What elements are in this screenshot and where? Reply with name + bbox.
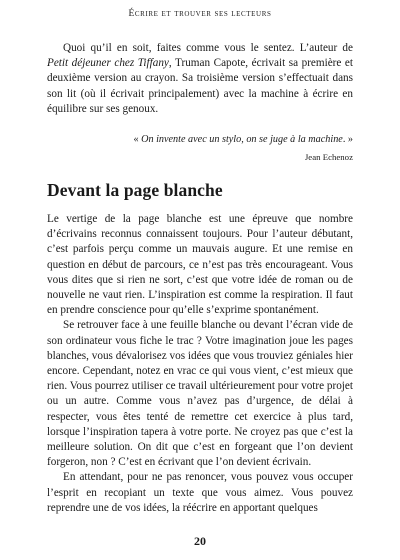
quote-body: On invente avec un stylo, on se juge à la machine — [141, 134, 343, 145]
intro-text — [47, 41, 353, 117]
running-head: Écrire et trouver ses lecteurs — [128, 9, 272, 19]
page-number: 20 — [194, 534, 206, 548]
quote-text — [47, 133, 353, 147]
intro-text-start: Quoi qu’il en soit, faites comme vous le sentez. L’auteur de — [63, 42, 353, 54]
body-paragraph-3: En attendant, pour ne pas renoncer, vous pouvez vous occuper l’esprit en recopiant un texte que vous aimez. Vous pouvez reprendre une de vos idées, la réécrire en apportant quelques — [47, 471, 353, 514]
book-title: Petit déjeuner chez Tiffany — [47, 57, 169, 70]
body-paragraph-1: Le vertige de la page blanche est une épreuve que nombre d’écrivains reconnus connaissent toujours. Pour l’auteur débutant, c’est parfois perçu comme un mauvais augure. Et une remise en question en début de parcours, ce n’est pas très encourageant. Vous vous dites que si rien ne sort, c’est que votre idée de roman ou de nouvelle ne vaut rien. L’inspiration est comme la respiration. Il faut en prendre conscience pour qu’elle s’exprime spontanément. — [47, 213, 353, 317]
quote-open: « — [133, 134, 142, 145]
section-heading: Devant la page blanche — [47, 180, 223, 200]
section-body — [47, 212, 353, 516]
quote-close: . » — [342, 134, 353, 145]
body-paragraph-2: Se retrouver face à une feuille blanche ou devant l’écran vide de son ordinateur vous fiche le trac ? Votre imagination joue les pages blanches, vous dévalorisez vos idées que vous trouviez géniales hier encore. Cependant, notez en vrac ce qui vous vient, c’est mieux que rien. Vous pourrez utiliser ce travail ultérieurement pour votre projet ou un autre. Comme vous n’avez pas d’urgence, de délai à respecter, vous êtes tenté de remettre cet exercice à plus tard, lorsque l’inspiration tapera à votre porte. Ne croyez pas que c’est la meilleure solution. On dit que c’est en forgeant que l’on devient forgeron, non ? C’est en écrivant que l’on devient écrivain. — [47, 319, 353, 469]
epigraph-quote — [47, 133, 353, 164]
intro-paragraph — [47, 41, 353, 117]
quote-author: Jean Echenoz — [304, 152, 353, 162]
intro-text-end: , Truman Capote, écrivait sa première et deuxième version au crayon. Sa troisième version s’effectuait dans son lit (où il écrivait principalement) avec la machine à écrire en équilibre sur ses genoux. — [47, 57, 353, 115]
